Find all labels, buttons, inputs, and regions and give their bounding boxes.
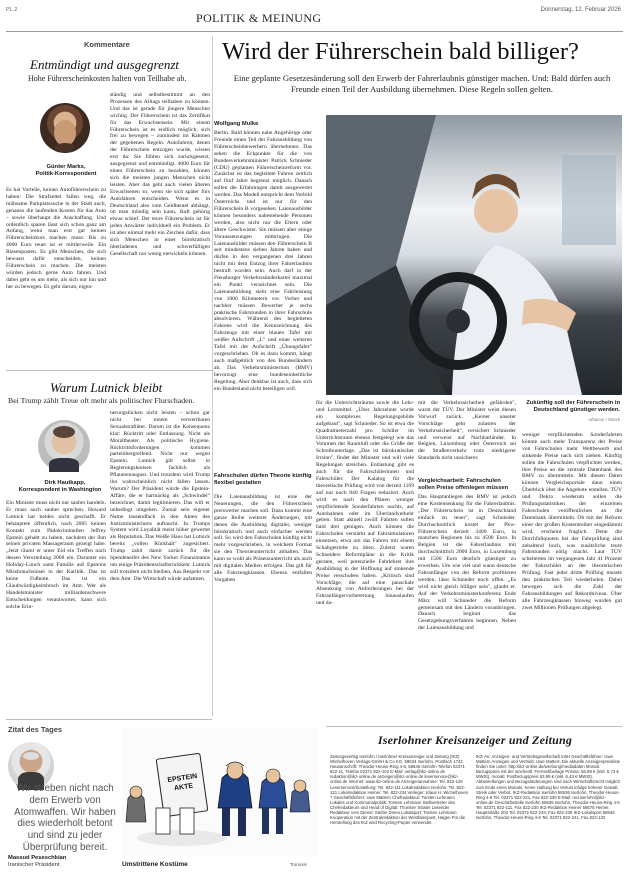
main-col-2: für die Unterrichtsräume sowie die Lehr- und Lernmittel. „Über Jahrzehnte wurde ein komplexes Regelungsgebilde aufgebaut", sagt Schnieder. So ist etwa die Quadratmeterzahl pro Schüler im Unterrichtsraum ebenso festgelegt wie das Volumen der Raumluft oder die Größe der Schreibunterlage. „Das ist bürokratischer Irrsinn", findet der Minister und will viele Regelungen streichen. Entlastung gibt es auch für die Fahrschülerinnen und Fahrschüler. Der Katalog für die theoretische Prüfung wird von derzeit 1169 auf nur noch 840 Fragen reduziert. Auch wird es nach den Plänen weniger verpflichtende Sonderfahrten nachts, auf Autobahnen oder im Überlandverkehr geben. Statt aktuell zwölf Fahrten sollen bald drei genügen. Auch können die Fahrschulen verstärkt auf Fahrsimulatoren einsetzen, etwa um das Fahren mit einem Schaltgetriebe zu üben. Zuletzt waren Schneiders Reformpläne in die Kritik geraten, weil potenzielle Fahrlehrer ihre Ausbildung in der Hoffnung auf sinkende Preise verschoben haben. „Kritisch sind Vorschläge, die auf eine pauschale Absenkung von Anforderungen bei der Fahranfängervorbereitung hinauslaufen und da- [316, 400, 414, 607]
commentary-author-role: Politik-Korrespondent [35, 171, 97, 177]
impressum-divider [326, 726, 622, 727]
quote-kicker: Zitat des Tages [8, 725, 63, 734]
lutnick-title: Warum Lutnick bleibt [50, 380, 163, 395]
lutnick-col-1: Ein Minister muss nicht nur sauber handeln. Er muss auch sauber sprechen. Howard Lutnick hat beides nicht geschafft. Er behauptete öffentlich, nach 2005 keinen Kontakt zum Pädokriminellen Jeffrey Epstein gehabt zu haben, nachdem der ihm seinen privaten Massageraum gezeigt habe. „Jetzt räumt er unter Eid ein Treffen nach dessen Verurteilung 2008 ein. Darunter ein Holiday-Lunch samt Familie auf Epsteins Missbrauchsinsel in der Karibik. Das ist keine Fußnote. Das ist ein Glaubwürdigkeitsbruch im Amt. Wer als Handelsminister milliardenschwere Entscheidungen verantwortet, kann sich solche Erin- [6, 500, 106, 610]
lutnick-col-2: nerungslücken nicht leisten – schon gar nicht bei einem verwertbaren Sexualstraftäter. Darum ist die Konsequenz klar: Rücktritt oder Entlassung. Nicht als Moraltheater. Als politische Hygiene. Rücktrittsforderungen kommen parteiübergreifend. Nicht nur wegen Epstein. Lutnick gilt selbst in Regierungskreisen fachlich als Pflaumenaugust. Und trotzdem wird Trump ihn wahrscheinlich nicht fallen lassen. Warum? Der Präsident würde die Epstein-Affäre, die er hartnäckig als „Schwindel" bezeichnet, damit legitimieren. Das will er unbedingt umgehen. Zumal sein eigener Name tausendfach in den Akten des Justizministeriums auftaucht. In Trumps System wird Loyalität meist höher gewertet als Reputation. Das Weiße Haus hat Lutnick bereits „vollen Rückhalt" zugesichert. Trump zahlt damit zurück für die Spendeneifer des New Yorker Finanzmanns um einige Präsidentschaftsrückkehr. Lutnick soll trotzdem nicht bleiben. Aus Respekt vor dem Amt. Die Wirtschaft würde aufatmen. [110, 410, 210, 582]
main-subhead-2: Vergleichsarbeit: Fahrschulen sollen Preise offenlegen müssen [418, 478, 509, 491]
commentary-divider [6, 370, 212, 371]
impressum-left: Zeitungsverlag Iserlohn / Iserlohner Kreisanzeiger und Zeitung (IKZ) Wichelhoven Verlags-GmbH & Co KG, 58634 Iserlohn, Postfach 1742 Hausanschrift: Theodor-Heuss-Ring 4-6, 58636 Iserlohn Telefon 02371 822-11, Telefax 02371 822-102 E-Mail: verlag@ikz-online.de redaktion@ikz-online.de anzeigen@ikz-online.de leserservice@ikz-online.de Internet: www.ikz-online.de Anzeigenannahme: Tel. 822-126 Leserservice/Zustellung: Tel. 822-111 Lokalredaktion Iserlohn: Tel. 822-121 Lokalredaktion Hemer: Tel. 822-234 Verleger: Klaus H. Wichelhoven † Geschäftsführer: Uwe Mattern Chefredakteur: Torsten Lehmann Lokales und Kommunalpolitik: Torsten Lehmann Stellvertreter des Chefredakteurs und Head of Digital: Thorsten Strater Leitender Redakteur vom Dienst: Stefan Drees Lokalsport: Torsten Lehmann Kooperation mit der Zentralredaktion der Westfalenpost, Hagen Für die Herstellung des IKZ wird Recycling-Papier verwendet. [330, 754, 468, 826]
commentary-col-1: Es hat Vorteile, keinen Autoführerschein zu haben: Die Strafzettel fallen weg, die mühsame Parkplatzsuche in der Stadt auch, genauso die laufenden Kosten für das Auto – sowie überhaupt die Anschaffung. Und ordentlich sparen lässt sich schon ganz am Anfang, wenn man erst gar keinen Führerscheinkurs machen muss: Bis zu 4000 Euro teuer ist er mittlerweile. Ein Riesenposten. Es gibt Menschen, die sich bewusst dafür entscheiden, keinen Führerschein zu machen. Die meisten würden jedoch gerne Auto fahren. Und dabei geht es um mehr, als sich nur hin und her zu bewegen. Es geht darum, eigen- [6, 187, 106, 290]
commentary-author-name: Günter Marks, [46, 164, 86, 170]
cartoon-sign-text: EPSTEIN AKTE [167, 772, 198, 793]
cartoon-artist: Tomicek [290, 862, 307, 867]
main-article-title: Wird der Führerschein bald billiger? [222, 38, 579, 65]
cartoon-image [122, 728, 318, 856]
quote-author-name: Massud Peseschkian [8, 855, 67, 861]
lutnick-author-role: Korrespondent in Washington [18, 487, 102, 493]
main-col-1: Berlin. Bald können nahe Angehörige oder Freunde einen Teil der Fahrausbildung von Führerscheinbewerbern übernehmen. Das sehen die Eckpunkte für die von Bundesverkehrsminister Patrick Schnieder (CDU) geplanten Führerscheinreform vor. Zunächst ist das begleitete Fahren zeitlich auf fünf Jahre begrenzt möglich. Danach sollen die Erfahrungen damit ausgewertet werden. Das Modell entspricht dem Vorbild Österreichs und ist nur für den Führerschein B vorgesehen. Laienausbilder können besonders nahestehende Personen werden, also nicht nur die Eltern oder ältere Geschwister. Sie müssen aber einige Voraussetzungen mitbringen. Die Laienausbilder müssen den Führerschein B seit mindestens sieben Jahren haben und dürfen in den vergangenen drei Jahren nicht mit dem Entzug ihrer Fahrerlaubnis bestraft worden sein. Auch darf in der Flensburger Verkehrssünderkartei maximal ein Punkt verzeichnet sein. Die Laienausbildung sieht eine Fahrleistung von 1000 Kilometern vor. Vorher und nachher müssen Bewerber je sechs praktische Fahrstunden in ihrer Fahrschule absolvieren. Während des begleiteten Fahrens wird die Kennzeichnung des Fahrzeugs mit einer blauen Tafel mit weißer Aufschrift „L" und einer weiteren Tafel mit der Aufschrift „Übungsfahrt" vorgeschrieben. Ob es dazu kommt, hängt auch maßgeblich von den Bundesländern ab. Das Verkehrsministerium (BMV) bevorzugt eine bundeseinheitliche Regelung. Aber denkbar ist auch, dass sich ein Bundesland nicht beteiligen will. [214, 130, 312, 392]
issue-date: Donnerstag, 12. Februar 2026 [540, 7, 621, 13]
main-col-4: weniger verpflichtenden Sonderfahrten könnte auch mehr Transparenz der Preise von Fahrschulen mehr Wettbewerb und sinkende Preise nach sich ziehen. Künftig sollen die Fahrschulen verpflichtet werden, ihre Preise an die zentrale Datenbank des BMV zu übermitteln. Mit diesen Daten können Vergleichsportale dann einen Überblick über die Angebote erstellen. TÜV und Dekra wiederum sollen die Prüfungsstatistiken der einzelnen Fahrschulen veröffentlichen an die Datenbank übermitteln. Ob mit der Reform einer der großen Kostentreiber eingedämmt wird, erscheint fraglich. Denn die Durchfallquoten bei der Fahrprüfung sind anhaltend hoch, was zusätzliche teure Fahrstunden nötig macht. Laut TÜV scheiterten im vergangenen Jahr 41 Prozent der Fahrschüler an der theoretischen Prüfung. Fast jeder dritte Prüfling musste den praktischen Teil wiederholen. Dabei bewegen sich die Zahl der Fahrausbildungen auf Rekordniveau. Über alle Fahrzeugklassen hinweg wurden gut zwei Millionen Prüfungen abgelegt. [522, 432, 622, 611]
photo-credit: urbazon / iStock [588, 417, 620, 422]
header-rule [6, 31, 623, 32]
author-photo-hautkapp [38, 420, 90, 472]
section-title: POLITIK & MEINUNG [196, 11, 322, 25]
quote-text: Wir streben nicht nach dem Erwerb von Atomwaffen. Wir haben dies wiederholt betont und sind zu jeder Überprüfung bereit. [14, 783, 116, 853]
main-col-3b: Das Hauptanliegen des BMV ist jedoch eine Kostensenkung für die Fahrerlaubnis. „Der Führerschein ist in Deutschland einfach zu teuer", sagt Schnieder. Durchschnittlich kostet der Pkw-Führerschein derzeit 3400 Euro, in manchen Regionen bis zu 4500 Euro. In Belgien ist die Fahrerlaubnis mit durchschnittlich 2000 Euro, in Luxemburg mit 1500 Euro deutlich günstiger zu erwerben. Um wie viel und wann deutsche Fahranfänger von der Reform profitieren werden, lässt Schnieder noch offen. „Es wird nicht gleich billiger sein", glaubt er. Auf der Verkehrsministerkonferenz Ende März will Schnieder die Reform gemeinsam mit den Ländern voranbringen. Danach beginnt das Gesetzgebungsverfahren beginnen. Neben der Laienausbildung und [418, 494, 516, 632]
cartoon-title: Umstrittene Kostüme [122, 861, 188, 868]
impressum-right: IKZ-AV, Anzeigen- und Vertriebsgesellschaft mbH Geschäftsführer: Uwe Mattern Anzeigen und Vertrieb: Uwe Mattern Die aktuelle Anzeigenpreisliste finden Sie unter: http://ikz-online.de/werbung/mediadaten Monatl. Bezugspreis mit der wöchentl. Fernsehbeilage Prisma: 56,99 € (inkl. 5,73 € MWSt), monatl. Postbezugspreis 63,99 € (inkl. 6,43 € MWSt). Abbestellungen und Bezugsänderungen sind nach Wirtschaftsrecht möglich zum Ende eines Monats. Keine Haftung bei Verlust infolge höherer Gewalt, Streik oder Verbot. IKZ-Redaktion Iserlohn 58636 Iserlohn, Theodor-Heuss-Ring 4-6 Tel. 02371 822-221, Fax 822-230 E-Mail: red.iserlohn@ikz-online.de Geschäftsstelle Iserlohn 58636 Iserlohn, Theodor-Heuss-Ring 4-6 Tel. 02371 822-111, Fax 822-230 IKZ-Redaktion Hemer 58675 Hemer, Hauptstraße 203 Tel. 02372 822-234, Fax 822-235 IKZ-Lokalsport 58636 Iserlohn, Theodor-Heuss-Ring 4-6 Tel. 02371 822-241, Fax 822-132 [476, 754, 621, 821]
lutnick-subtitle: Bei Trump zählt Treue oft mehr als politischer Flurschaden. [8, 396, 195, 405]
main-col-3: mit die Verkehrssicherheit gefährden", warnt der TÜV. Der Minister weist diesen Vorwurf zurück. „Keiner unserer Vorschläge geht zulasten der Verkehrssicherheit", versichert Schnieder und verweist auf Nachbarländer. In Belgien, Luxemburg oder Österreich sei der Straßenverkehr trotz niedrigerer Standards nicht unsicherer. [418, 400, 516, 462]
main-col-1b: Die Laienausbildung ist eine der Neuerungen, die den Führerschein preiswerter machen soll. Dazu kommt eine ganze Reihe weiterer Änderungen, mit denen die Ausbildung digitaler, weniger bürokratisch und auch einfacher werden soll. So wird den Fahrschulen künftig nicht mehr vorgeschrieben, in welchem Format sie den Theorieunterricht abhalten. Das kann so wohl als Präsenzunterricht als auch mit digitalen Medien erfolgen. Das gilt für alle Fahrzeugklassen. Ebenso entfallen Vorgaben [214, 494, 312, 583]
lutnick-author-name: Dirk Hautkapp, [44, 480, 86, 486]
photo-caption: Zukünftig soll der Führerschein in Deutschland günstiger werden. [526, 400, 620, 413]
column-divider [212, 36, 213, 716]
commentary-subtitle: Hohe Führerscheinkosten halten von Teilhabe ab. [28, 74, 187, 83]
driver-photo [326, 115, 622, 395]
commentary-col-2: ständig und selbstbestimmt an den Prozessen des Alltags teilhaben zu können. Und das ist gerade für jüngere Menschen wichtig. Der Führerschein ist das Zertifikat für das Erwachsensein. Mit einem Führerschein ist es endlich möglich, sich frei zu bewegen – zumindest im Rahmen der gegebenen Regeln. Autofahren, denen der Führerschein entzogen wurde, wissen erst da: Sie fühlen sich zurückgesetzt, ausgegrenzt und entmündigt. 4000 Euro für einen Führerschein zu bezahlen, können sich die meisten jungen Menschen nicht leisten. Aber das geht auch vielen älteren Erwachsenen so, wenn sie sich später fürs Autofahren entscheiden. Wenn es in Deutschland also vom Geldbeutel abhängt, ob man mündig sein kann, läuft gehörig etwas schief. Der teure Führerschein ist für jeden Anwärter individuell ein Problem. Er ist aber einmal mehr ein Zeichen dafür, dass sich Menschen in einer bürokratisch überladenen und schwerfälligen Gesellschaft nur wenig entwickeln können. [110, 92, 210, 257]
commentary-kicker: Kommentare [84, 40, 130, 49]
quote-author-role: Iranischer Präsident [8, 862, 60, 868]
main-article-teaser: Eine geplante Gesetzesänderung soll den Erwerb der Fahrerlaubnis günstiger machen. Und: Bald dürfen auch Freunde einen Teil der Ausbildung übernehmen. Diese Regeln sollen gelten. [233, 73, 611, 94]
page-number: PL.2 [6, 7, 18, 13]
masthead: Iserlohner Kreisanzeiger und Zeitung [377, 733, 573, 747]
lutnick-divider [6, 719, 212, 720]
main-article-author: Wolfgang Mulke [214, 121, 259, 127]
main-subhead-1: Fahrschulen dürfen Theorie künftig flexibel gestalten [214, 473, 312, 486]
commentary-title: Entmündigt und ausgegrenzt [30, 57, 180, 72]
author-photo-marks [40, 103, 90, 153]
